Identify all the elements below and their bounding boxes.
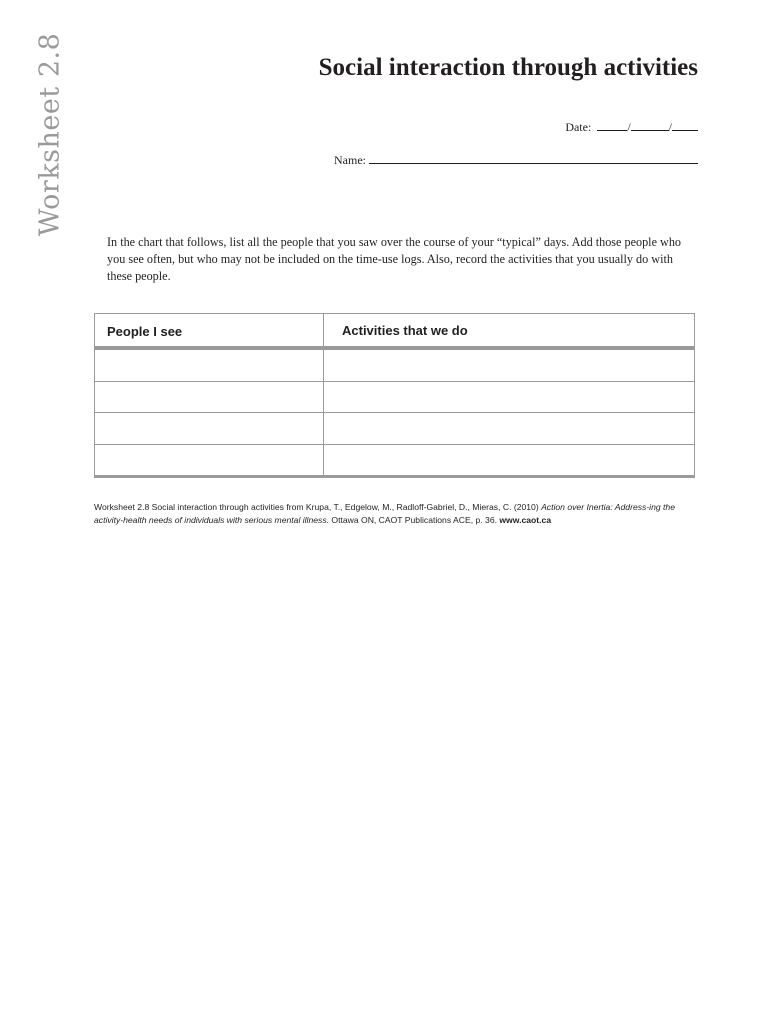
table-row (95, 382, 694, 414)
instructions-text: In the chart that follows, list all the people that you saw over the course of your “typical” days. Add those people who you see often, but who may not be included on the time-use logs. Also, record the activities that you usually do with these people. (107, 235, 682, 283)
people-cell[interactable] (95, 382, 324, 413)
table-header (95, 314, 694, 350)
people-activities-table (94, 313, 695, 478)
date-separator: / (668, 120, 672, 134)
date-label: Date: (565, 120, 592, 134)
citation-url[interactable]: www.caot.ca (499, 514, 552, 525)
people-cell[interactable] (95, 413, 324, 444)
table-row (95, 445, 694, 477)
date-separator: / (627, 120, 631, 134)
name-blank[interactable] (369, 153, 698, 164)
people-cell[interactable] (95, 350, 324, 381)
citation-prefix: Worksheet 2.8 Social interaction through activities from Krupa, T., Edgelow, M., Radloff-Gabriel, D., Mieras, C. (2010) (94, 502, 542, 512)
table-row (95, 350, 694, 382)
date-year-blank[interactable] (672, 120, 698, 131)
activities-cell[interactable] (324, 382, 694, 413)
date-month-blank[interactable] (631, 120, 669, 131)
citation-suffix: Ottawa ON, CAOT Publications ACE, p. 36. (329, 514, 500, 525)
header-people: People I see (95, 314, 324, 346)
citation-book-title: Action over Inertia: Address-ing the activity-health needs of individuals with serious mental illness. (94, 502, 675, 525)
name-field[interactable] (334, 153, 698, 168)
date-field[interactable] (565, 120, 698, 135)
people-cell[interactable] (95, 445, 324, 477)
source-citation (94, 501, 700, 526)
activities-cell[interactable] (324, 445, 694, 477)
worksheet-number: Worksheet 2.8 (34, 32, 66, 236)
worksheet-side-label (30, 32, 70, 236)
table-row (95, 413, 694, 445)
activities-cell[interactable] (324, 350, 694, 381)
activities-cell[interactable] (324, 413, 694, 444)
page-title: Social interaction through activities (318, 54, 698, 81)
name-label: Name: (334, 153, 366, 167)
date-day-blank[interactable] (597, 120, 627, 131)
header-activities: Activities that we do (342, 323, 468, 338)
